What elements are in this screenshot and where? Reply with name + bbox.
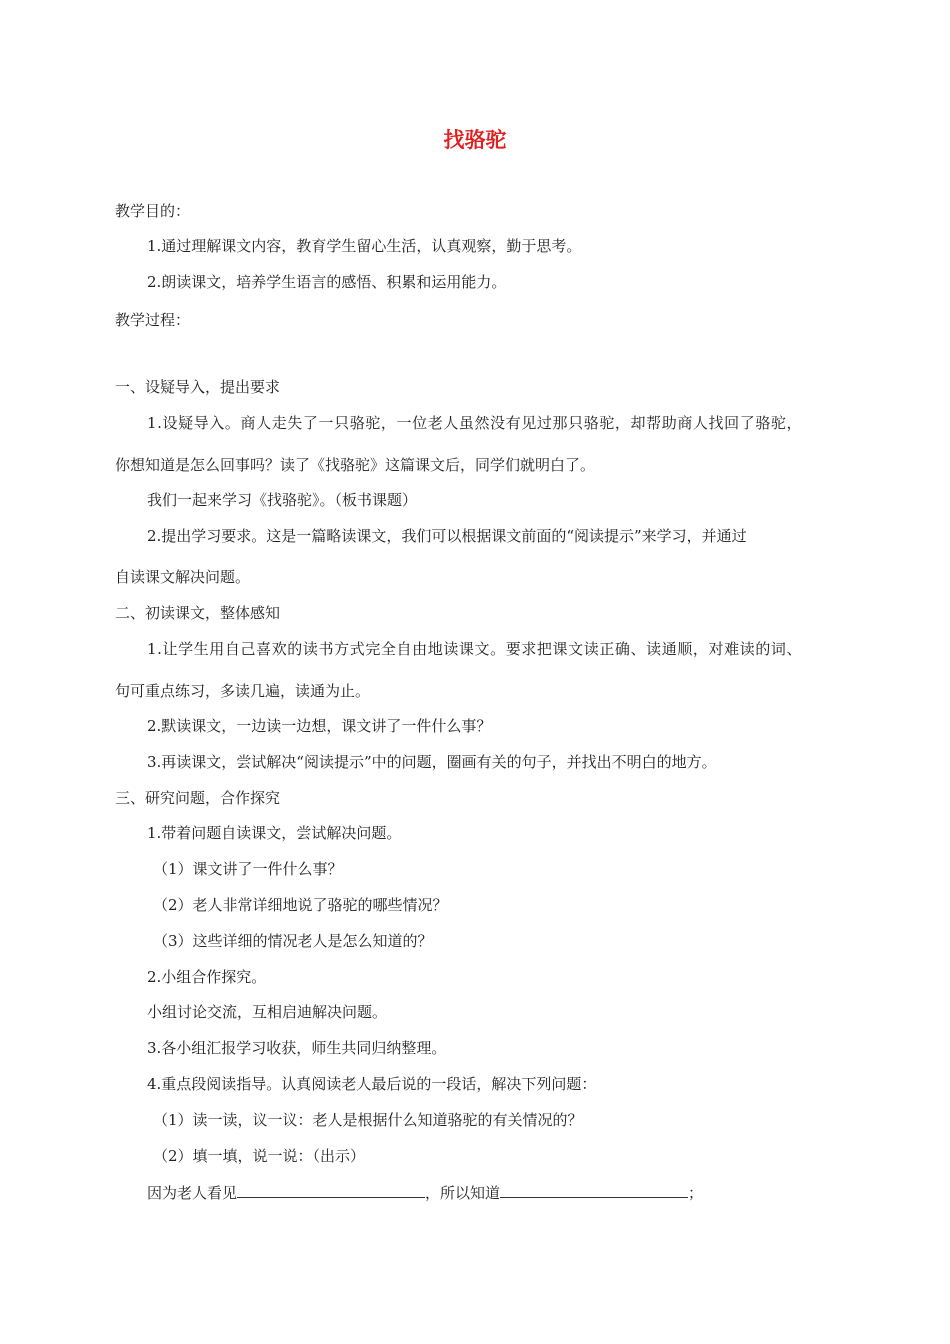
objective-item: 2.朗读课文，培养学生语言的感悟、积累和运用能力。 (147, 273, 507, 291)
question-item: （2）老人非常详细地说了骆驼的哪些情况？ (153, 896, 448, 914)
fill-in-line (147, 1182, 703, 1203)
paragraph-line: 1.设疑导入。商人走失了一只骆驼，一位老人虽然没有见过那只骆驼，却帮助商人找回了骆驼， (147, 414, 803, 432)
paragraph-line: 1.让学生用自己喜欢的读书方式完全自由地读课文。要求把课文读正确、读通顺，对难读的词、 (147, 640, 803, 658)
page-title: 找骆驼 (443, 128, 507, 152)
fill-in-text: 因为老人看见 (147, 1184, 238, 1202)
section-heading: 三、研究问题，合作探究 (115, 789, 281, 807)
paragraph-line: 2.默读课文，一边读一边想，课文讲了一件什么事？ (147, 717, 492, 735)
objective-item: 1.通过理解课文内容，教育学生留心生活，认真观察，勤于思考。 (147, 237, 582, 255)
fill-in-text: ，所以知道 (425, 1184, 501, 1202)
paragraph-line: 你想知道是怎么回事吗？读了《找骆驼》这篇课文后，同学们就明白了。 (115, 456, 596, 474)
section-heading-objectives: 教学目的： (115, 202, 191, 220)
paragraph-line: 我们一起来学习《找骆驼》。（板书课题） (147, 491, 418, 509)
section-heading-process: 教学过程： (115, 311, 191, 329)
paragraph-line: 3.各小组汇报学习收获，师生共同归纳整理。 (147, 1039, 447, 1057)
section-heading: 二、初读课文，整体感知 (115, 604, 281, 622)
question-item: （2）填一填，说一说：（出示） (153, 1147, 366, 1165)
paragraph-line: 3.再读课文，尝试解决“阅读提示”中的问题，圈画有关的句子，并找出不明白的地方。 (147, 753, 717, 771)
question-item: （1）课文讲了一件什么事？ (153, 860, 343, 878)
question-item: （1）读一读，议一议：老人是根据什么知道骆驼的有关情况的？ (153, 1111, 583, 1129)
fill-in-text: ； (688, 1184, 704, 1202)
fill-in-blank[interactable] (500, 1182, 688, 1198)
question-item: （3）这些详细的情况老人是怎么知道的？ (153, 932, 433, 950)
paragraph-line: 4.重点段阅读指导。认真阅读老人最后说的一段话，解决下列问题： (147, 1075, 597, 1093)
fill-in-blank[interactable] (237, 1182, 425, 1198)
paragraph-line: 句可重点练习，多读几遍，读通为止。 (115, 682, 371, 700)
section-heading: 一、设疑导入，提出要求 (115, 378, 281, 396)
paragraph-line: 自读课文解决问题。 (115, 568, 251, 586)
paragraph-line: 1.带着问题自读课文，尝试解决问题。 (147, 824, 402, 842)
paragraph-line: 2.提出学习要求。这是一篇略读课文，我们可以根据课文前面的“阅读提示”来学习，并通过 (147, 527, 747, 545)
paragraph-line: 小组讨论交流，互相启迪解决问题。 (147, 1003, 388, 1021)
paragraph-line: 2.小组合作探究。 (147, 968, 267, 986)
